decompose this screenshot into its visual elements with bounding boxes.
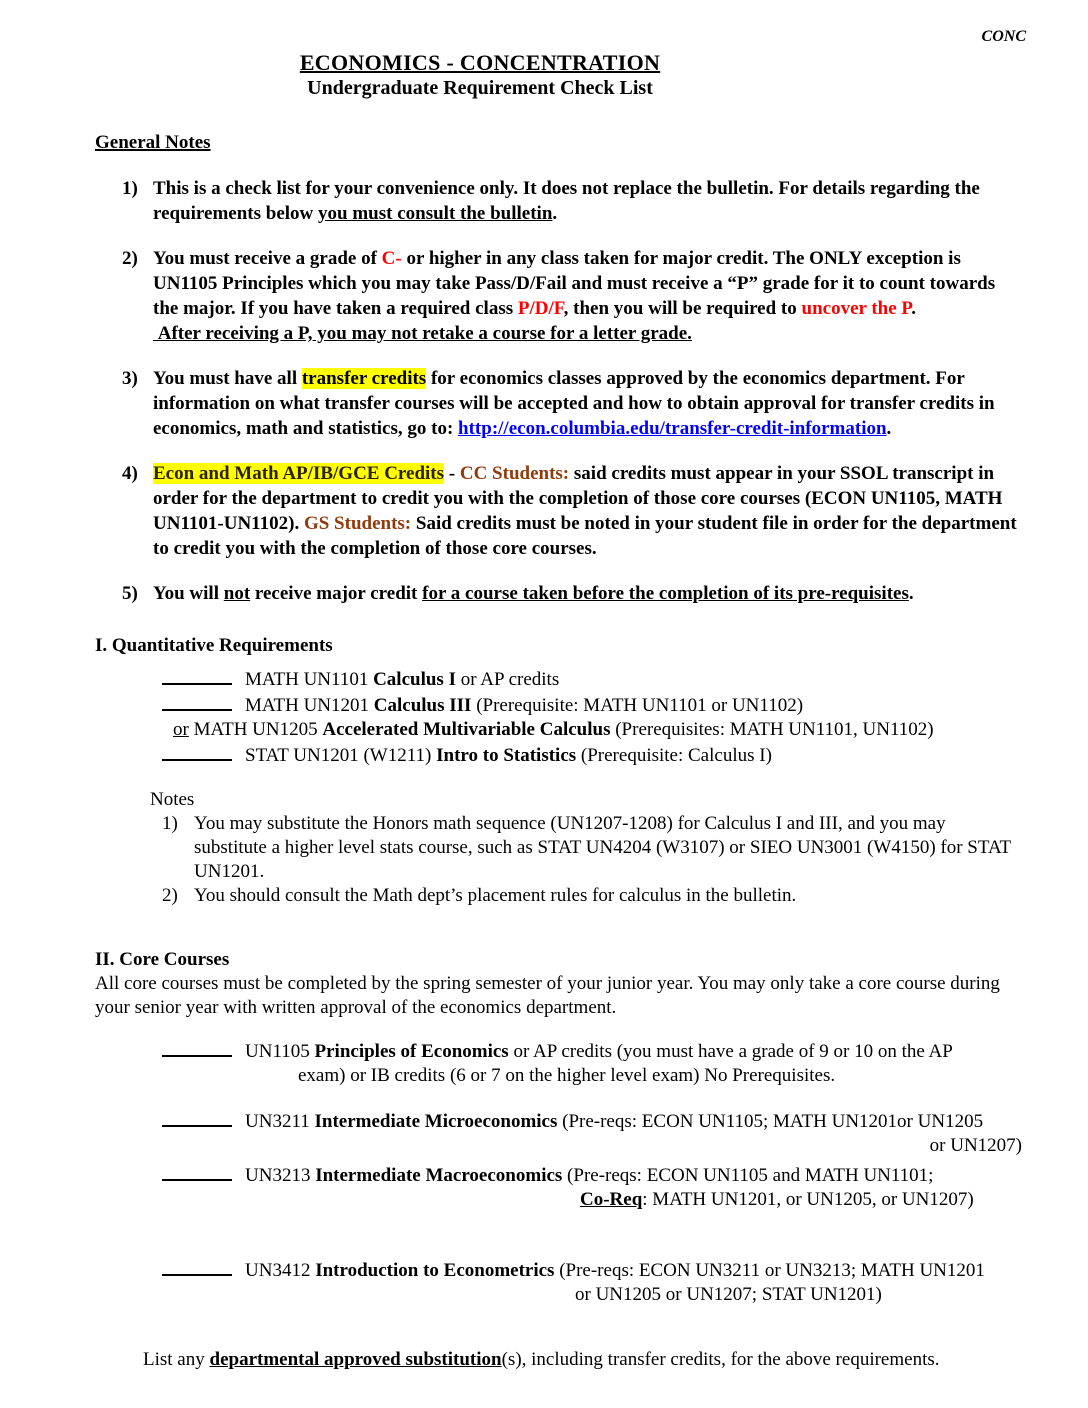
course-title: Calculus III xyxy=(373,695,472,716)
list-number: 5) xyxy=(122,583,138,604)
course-code: STAT UN1201 (W1211) xyxy=(245,745,437,766)
course-detail: (Pre-reqs: ECON UN3211 or UN3213; MATH UN1201 xyxy=(554,1260,985,1281)
course-row-un3213 xyxy=(162,1162,1022,1212)
general-note-3-text xyxy=(153,366,1022,441)
gs-students-label: GS Students: xyxy=(303,513,412,534)
list-number: 1) xyxy=(162,813,178,834)
course-title: Accelerated Multivariable Calculus xyxy=(322,719,611,740)
course-detail: (Prerequisite: MATH UN1101 or UN1102) xyxy=(471,695,804,716)
quant-note-2 xyxy=(162,884,1022,908)
text-segment: , then you will be required to xyxy=(563,298,802,319)
general-notes-list xyxy=(95,176,1022,606)
course-line xyxy=(162,1162,1022,1188)
quantitative-notes xyxy=(95,788,1022,908)
text-segment: said credits must appear in your SSOL transcript in order for the department to credit you with the completion of those core courses (ECON UN1105, MATH UN1101-UN1102). xyxy=(153,463,1003,534)
fill-in-blank xyxy=(162,742,232,761)
general-note-3 xyxy=(122,366,1022,441)
course-row-un3211 xyxy=(162,1108,1022,1158)
underlined-text: you must consult the bulletin xyxy=(318,203,553,224)
general-note-5-text xyxy=(153,581,1022,606)
course-code: MATH UN1201 xyxy=(245,695,374,716)
underlined-text: for a course taken before the completion of its pre-requisites xyxy=(422,583,909,604)
course-row-math-un1205 xyxy=(173,718,1022,742)
list-number: 3) xyxy=(122,368,138,389)
general-note-2 xyxy=(122,246,1022,346)
fill-in-blank xyxy=(162,1038,232,1057)
highlighted-ap-ib-gce-credits: Econ and Math AP/IB/GCE Credits xyxy=(153,463,445,484)
text-segment: You must receive a grade of xyxy=(153,248,382,269)
page-title: ECONOMICS - CONCENTRATION xyxy=(299,50,661,75)
course-row-math-un1201 xyxy=(162,692,1022,718)
red-uncover-text: uncover the P xyxy=(801,298,912,319)
highlighted-transfer-credits: transfer credits xyxy=(301,368,427,389)
course-detail: or AP credits xyxy=(455,669,560,690)
list-number: 4) xyxy=(122,463,138,484)
fill-in-blank xyxy=(162,1162,232,1181)
text-segment: - xyxy=(444,463,460,484)
course-line-continuation: or UN1205 or UN1207; STAT UN1201) xyxy=(575,1284,882,1305)
quant-note-1 xyxy=(162,812,1022,884)
general-note-5 xyxy=(122,581,1022,606)
course-row-stat-un1201 xyxy=(162,742,1022,768)
corner-label: CONC xyxy=(981,28,1026,45)
course-detail: (Prerequisites: MATH UN1101, UN1102) xyxy=(610,719,934,740)
course-line-continuation: exam) or IB credits (6 or 7 on the higher level exam) No Prerequisites. xyxy=(298,1065,836,1086)
list-number: 1) xyxy=(122,178,138,199)
fill-in-blank xyxy=(162,666,232,685)
course-code: MATH UN1205 xyxy=(188,719,323,740)
course-code: MATH UN1101 xyxy=(245,669,374,690)
course-row-math-un1101 xyxy=(162,666,1022,692)
course-text xyxy=(245,669,559,690)
course-detail: (Pre-reqs: ECON UN1105 and MATH UN1101; xyxy=(562,1165,934,1186)
course-detail: (Pre-reqs: ECON UN1105; MATH UN1201or UN1205 xyxy=(557,1111,984,1132)
course-title: Principles of Economics xyxy=(314,1041,509,1062)
substitution-instruction xyxy=(143,1347,1022,1372)
course-title: Introduction to Econometrics xyxy=(315,1260,555,1281)
list-number: 2) xyxy=(122,248,138,269)
course-code: UN3213 xyxy=(245,1165,316,1186)
core-courses-heading: II. Core Courses xyxy=(95,949,230,970)
course-detail: or AP credits (you must have a grade of 9 or 10 on the AP xyxy=(508,1041,953,1062)
text-segment: (s), including transfer credits, for the above requirements. xyxy=(501,1349,940,1370)
general-note-4 xyxy=(122,461,1022,561)
quant-note-2-text: You should consult the Math dept’s placement rules for calculus in the bulletin. xyxy=(194,885,797,906)
underlined-text: After receiving a P, you may not retake a course for a letter grade. xyxy=(153,323,692,344)
course-detail: : MATH UN1201, or UN1205, or UN1207) xyxy=(642,1189,974,1210)
quantitative-requirements-heading: I. Quantitative Requirements xyxy=(95,635,333,656)
text-segment: for economics classes approved by the economics department. For information on what transfer courses will be accepted and how to obtain approval for transfer credits in economics, math and statistics, go to: xyxy=(153,368,995,439)
red-grade-text: C- xyxy=(381,248,402,269)
course-title: Intro to Statistics xyxy=(436,745,577,766)
course-line-continuation: or UN1207) xyxy=(929,1135,1022,1156)
general-note-1-text xyxy=(153,176,1022,226)
course-code: UN3412 xyxy=(245,1260,316,1281)
doc-header xyxy=(95,0,865,100)
course-line xyxy=(162,1038,1022,1064)
text-segment: . xyxy=(552,203,558,224)
text-segment: . xyxy=(908,583,914,604)
course-code: UN1105 xyxy=(245,1041,315,1062)
core-courses-intro: All core courses must be completed by the spring semester of your junior year. You may only take a core course during your senior year with written approval of the economics department. xyxy=(95,973,1000,1018)
underlined-text: not xyxy=(223,583,251,604)
text-segment: or higher in any class taken for major credit. The ONLY exception is UN1105 Principles which you may take Pass/D/Fail and must receive a “P” grade for it to count towards the major. If you have taken a required class xyxy=(153,248,996,319)
text-segment: You will xyxy=(153,583,224,604)
fill-in-blank xyxy=(162,692,232,711)
text-segment: List any xyxy=(143,1349,210,1370)
general-note-1 xyxy=(122,176,1022,226)
quant-note-1-text: You may substitute the Honors math sequence (UN1207-1208) for Calculus I and III, and you may substitute a higher level stats course, such as STAT UN4204 (W3107) or SIEO UN3001 (W4150) for STAT UN1201. xyxy=(194,813,1011,882)
quantitative-course-list xyxy=(95,666,1022,768)
red-pdf-text: P/D/F xyxy=(517,298,564,319)
fill-in-blank xyxy=(162,1257,232,1276)
cc-students-label: CC Students: xyxy=(459,463,570,484)
text-segment: You must have all xyxy=(153,368,302,389)
text-segment: . xyxy=(911,298,917,319)
course-line xyxy=(162,1257,1022,1283)
course-row-un1105 xyxy=(162,1038,1022,1088)
text-segment: This is a check list for your convenience only. It does not replace the bulletin. For details regarding the requirements below xyxy=(153,178,980,224)
text-segment: . xyxy=(886,418,892,439)
course-detail: (Prerequisite: Calculus I) xyxy=(576,745,772,766)
course-title: Intermediate Microeconomics xyxy=(314,1111,558,1132)
course-title: Calculus I xyxy=(373,669,456,690)
general-notes-heading: General Notes xyxy=(95,132,211,153)
page-subtitle: Undergraduate Requirement Check List xyxy=(307,77,653,99)
course-line-continuation xyxy=(580,1188,1022,1212)
general-note-2-text xyxy=(153,246,1022,346)
fill-in-blank xyxy=(162,1108,232,1127)
text-segment: receive major credit xyxy=(250,583,423,604)
course-text xyxy=(245,745,772,766)
course-title: Intermediate Macroeconomics xyxy=(315,1165,563,1186)
course-row-un3412 xyxy=(162,1257,1022,1307)
doc-content xyxy=(95,131,1022,1372)
transfer-credit-link[interactable]: http://econ.columbia.edu/transfer-credit-information xyxy=(458,418,887,439)
list-number: 2) xyxy=(162,885,178,906)
notes-heading: Notes xyxy=(150,789,195,810)
general-note-4-text xyxy=(153,461,1022,561)
course-line xyxy=(162,1108,1022,1134)
or-connector: or xyxy=(173,719,189,740)
course-code: UN3211 xyxy=(245,1111,315,1132)
co-req-label: Co-Req xyxy=(580,1189,643,1210)
course-text xyxy=(245,695,803,716)
text-segment: Said credits must be noted in your student file in order for the department to credit you with the completion of those core courses. xyxy=(153,513,1017,559)
substitution-emphasis: departmental approved substitution xyxy=(209,1349,502,1370)
